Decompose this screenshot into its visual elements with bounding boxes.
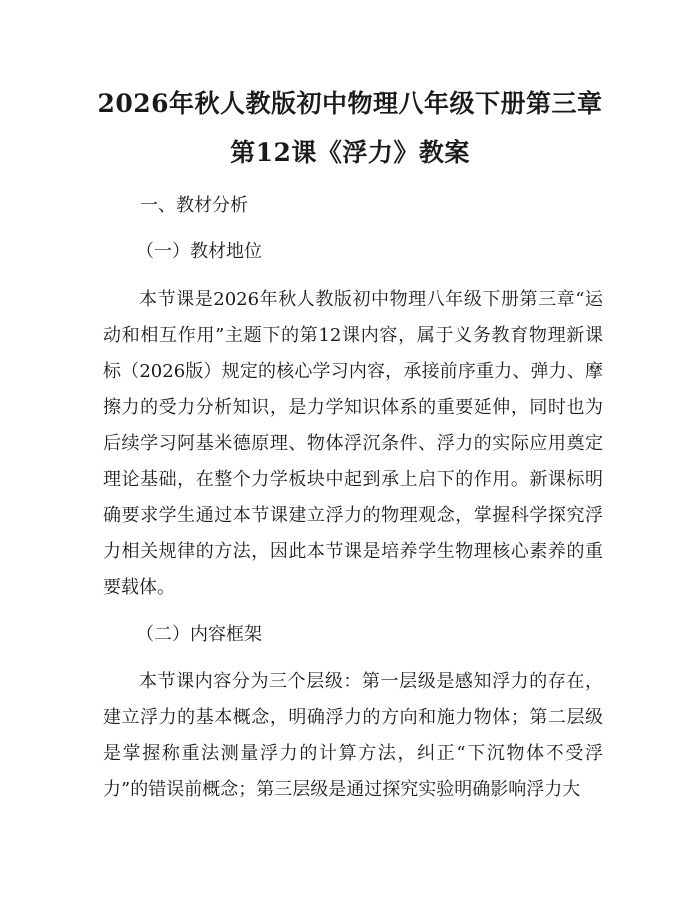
section-heading-textbook-analysis: 一、教材分析: [140, 195, 248, 216]
document-title-line-2: 第12课《浮力》教案: [230, 138, 470, 167]
paragraph-content-framework: 本节课内容分为三个层级：第一层级是感知浮力的存在，建立浮力的基本概念，明确浮力的方向和施力物体；第二层级是掌握称重法测量浮力的计算方法，纠正“下沉物体不受浮力”的错误前概念；第三层级是通过探究实验明确影响浮力大: [103, 671, 603, 800]
document-title-line-1: 2026年秋人教版初中物理八年级下册第三章: [97, 89, 603, 118]
subsection-heading-textbook-position: （一）教材地位: [136, 241, 262, 262]
paragraph-textbook-position: 本节课是2026年秋人教版初中物理八年级下册第三章“运动和相互作用”主题下的第12课内容，属于义务教育物理新课标（2026版）规定的核心学习内容，承接前序重力、弹力、摩擦力的受力分析知识，是力学知识体系的重要延伸，同时也为后续学习阿基米德原理、物体浮沉条件、浮力的实际应用奠定理论基础，在整个力学板块中起到承上启下的作用。新课标明确要求学生通过本节课建立浮力的物理观念，掌握科学探究浮力相关规律的方法，因此本节课是培养学生物理核心素养的重要载体。: [103, 289, 603, 598]
subsection-heading-content-framework: （二）内容框架: [136, 624, 262, 645]
